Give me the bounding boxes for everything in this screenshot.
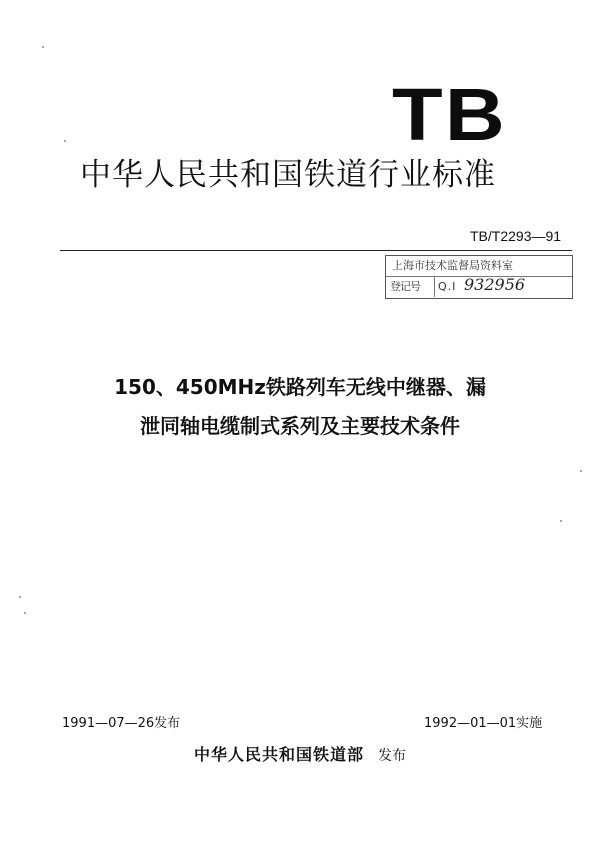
stamp-row-registration <box>386 277 572 297</box>
publisher-name: 中华人民共和国铁道部 <box>193 745 364 764</box>
publisher-suffix: 发布 <box>378 748 406 764</box>
scan-speck <box>19 596 21 598</box>
header-rule <box>60 250 572 251</box>
document-title-line-2: 泄同轴电缆制式系列及主要技术条件 <box>140 414 460 438</box>
issue-date: 1991—07—26发布 <box>62 716 181 731</box>
stamp-registration-number: 932956 <box>464 277 526 294</box>
stamp-row-institution <box>386 256 572 277</box>
library-stamp <box>385 255 573 299</box>
scan-speck <box>42 46 44 48</box>
scan-speck <box>560 520 562 522</box>
tb-logo: TB <box>392 73 507 156</box>
stamp-registration-label: 登记号 <box>390 277 435 297</box>
standard-number: TB/T2293—91 <box>470 228 562 244</box>
publisher-line <box>0 742 600 765</box>
document-title-line-1: 150、450MHz铁路列车无线中继器、漏 <box>114 375 486 399</box>
scan-speck <box>24 612 26 614</box>
scan-speck <box>64 140 66 142</box>
implementation-date: 1992—01—01实施 <box>424 716 543 731</box>
stamp-institution-text: 上海市技术监督局资料室 <box>392 259 513 272</box>
stamp-registration-prefix: Q.I <box>438 280 457 293</box>
standard-type-heading: 中华人民共和国铁道行业标准 <box>80 157 496 193</box>
scan-speck <box>580 470 582 472</box>
